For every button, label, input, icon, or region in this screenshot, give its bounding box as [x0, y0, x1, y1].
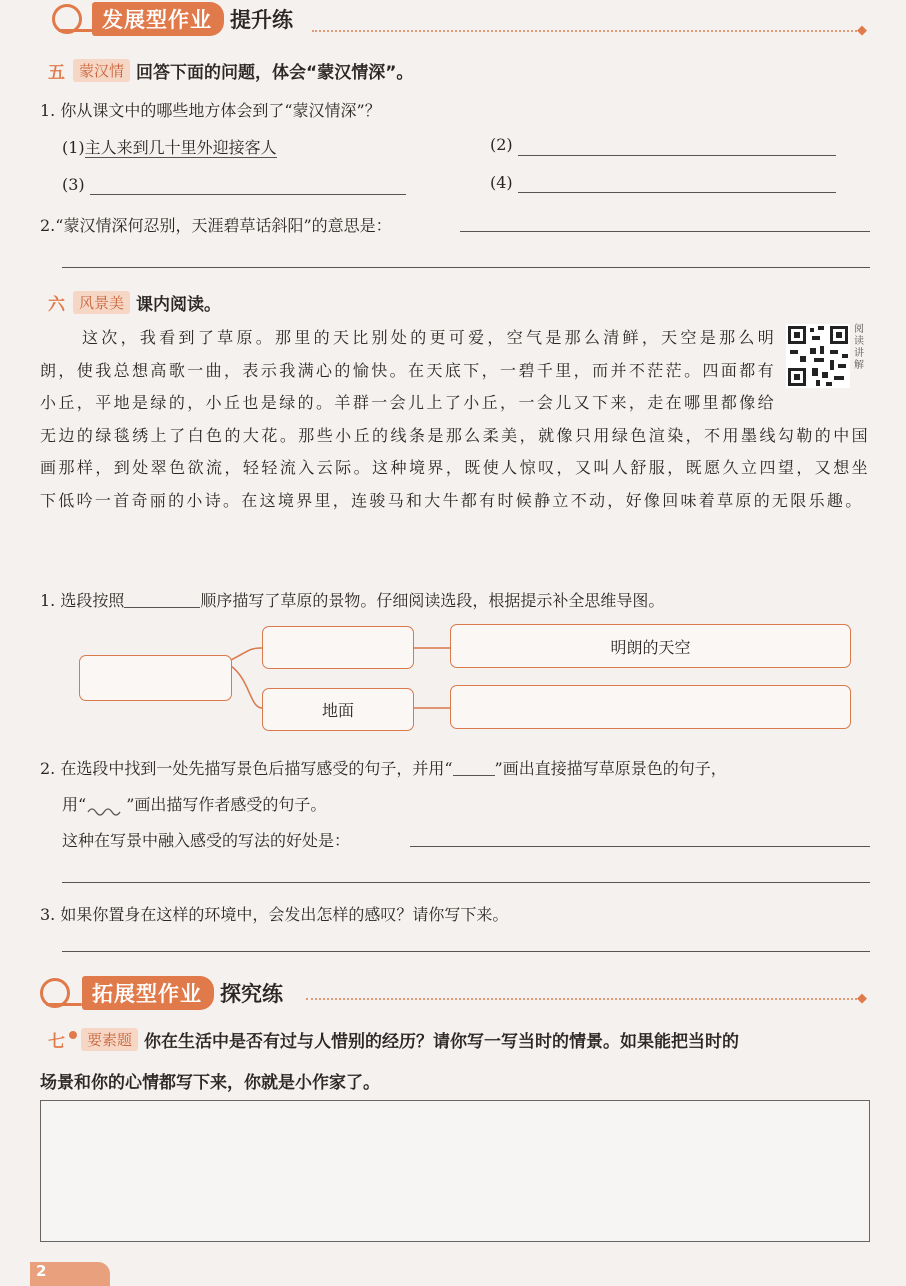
- mindmap-root-box[interactable]: [79, 655, 232, 701]
- answer-item-4-label: (4): [490, 173, 513, 192]
- mindmap-branch-ground-box: [262, 688, 414, 731]
- section7-number: 七: [48, 1032, 65, 1052]
- lamp-icon-2: [40, 978, 70, 1008]
- mindmap-sky-label: 明朗的天空: [610, 637, 691, 657]
- section7-line2: 场景和你的心情都写下来，你就是小作家了。: [40, 1073, 380, 1093]
- mindmap-sky-box: [450, 624, 851, 668]
- header-tag: 发展型作业: [92, 2, 224, 36]
- answer-line-2[interactable]: [518, 155, 836, 156]
- straight-underline-sample: [453, 775, 495, 776]
- section5-prompt: 回答下面的问题，体会“蒙汉情深”。: [136, 63, 414, 83]
- header-extend-dotline: [306, 998, 857, 1000]
- reading-passage: [40, 322, 870, 517]
- answer-line-3[interactable]: [90, 194, 406, 195]
- section5-number: 五: [48, 63, 65, 83]
- section6-q2-part-d: ”画出描写作者感受的句子。: [126, 795, 327, 814]
- lamp-icon: [52, 4, 82, 34]
- section6-q1-part-a: 1. 选段按照: [40, 591, 125, 610]
- mindmap-detail-box[interactable]: [450, 685, 851, 729]
- section6-q2-part-a: 2. 在选段中找到一处先描写景色后描写感受的句子，并用“: [40, 759, 453, 778]
- section6-heading: [48, 290, 221, 315]
- section7-tag: 要素题: [81, 1028, 138, 1051]
- section6-q2-part-b: ”画出直接描写草原景色的句子，: [494, 759, 727, 778]
- answer-line-q2b[interactable]: [62, 267, 870, 268]
- answer-line-4[interactable]: [518, 192, 836, 193]
- answer-line-q3[interactable]: [62, 951, 870, 952]
- header-extend-tag: 拓展型作业: [82, 976, 214, 1010]
- section6-question3: 3. 如果你置身在这样的环境中，会发出怎样的感叹？请你写下来。: [40, 905, 509, 924]
- section6-question2-line3: 这种在写景中融入感受的写法的好处是：: [62, 831, 351, 850]
- qr-code-icon: [786, 324, 850, 388]
- wavy-underline-sample: [86, 802, 126, 816]
- order-blank[interactable]: [124, 607, 200, 608]
- section5-heading: [48, 58, 413, 83]
- reading-passage-text: 这次，我看到了草原。那里的天比别处的更可爱，空气是那么清鲜，天空是那么明朗，使我总想高歌一曲，表示我满心的愉快。在天底下，一碧千里，而并不茫茫。四面都有小丘，平地是绿的，小丘也是绿的。羊群一会儿上了小丘，一会儿又下来，走在哪里都像给无边的绿毯绣上了白色的大花。那些小丘的线条是那么柔美，就像只用绿色渲染，不用墨线勾勒的中国画那样，到处翠色欲流，轻轻流入云际。这种境界，既使人惊叹，又叫人舒服，既愿久立四望，又想坐下低吟一首奇丽的小诗。在这境界里，连骏马和大牛都有时候静立不动，好像回味着草原的无限乐趣。: [40, 328, 870, 510]
- section5-question2: 2.“蒙汉情深何忍别，天涯碧草话斜阳”的意思是：: [40, 216, 392, 235]
- section6-question1: [40, 588, 664, 611]
- answer-item-1: [62, 135, 277, 158]
- writing-box[interactable]: [40, 1100, 870, 1242]
- section7-line1: 你在生活中是否有过与人惜别的经历？请你写一写当时的情景。如果能把当时的: [144, 1032, 740, 1052]
- answer-line-benefit-a[interactable]: [410, 846, 870, 847]
- qr-caption: 阅读讲解: [854, 324, 864, 371]
- section6-question2-line1: [40, 756, 727, 779]
- answer-line-benefit-b[interactable]: [62, 882, 870, 883]
- section6-tag: 风景美: [73, 291, 130, 314]
- qr-code[interactable]: [786, 324, 850, 388]
- section6-q2-part-c: 用“: [62, 795, 87, 814]
- section7-heading: [48, 1027, 739, 1052]
- header-title: 提升练: [230, 8, 293, 32]
- section5-tag: 蒙汉情: [73, 59, 130, 82]
- diamond-icon-2: ◆: [857, 991, 867, 1006]
- header-dotline: [312, 30, 857, 32]
- section6-number: 六: [48, 295, 65, 315]
- diamond-icon: ◆: [857, 23, 867, 38]
- answer-item-1-label: (1): [62, 138, 85, 157]
- key-point-icon: [69, 1031, 77, 1039]
- header-extend: [40, 976, 283, 1010]
- section6-prompt: 课内阅读。: [136, 295, 222, 315]
- answer-line-q2a[interactable]: [460, 231, 870, 232]
- mindmap-ground-label: 地面: [321, 701, 354, 720]
- header-develop: [52, 2, 293, 36]
- header-extend-title: 探究练: [220, 982, 283, 1006]
- answer-item-2-label: (2): [490, 135, 513, 154]
- section6-question2-line2: [62, 792, 326, 816]
- section5-question1: 1. 你从课文中的哪些地方体会到了“蒙汉情深”？: [40, 101, 381, 120]
- section6-q1-part-b: 顺序描写了草原的景物。仔细阅读选段，根据提示补全思维导图。: [200, 591, 665, 610]
- answer-item-1-text: 主人来到几十里外迎接客人: [84, 138, 277, 157]
- answer-item-3-label: (3): [62, 175, 85, 194]
- page-number: 2: [36, 1262, 47, 1280]
- mindmap-branch-top-box[interactable]: [262, 626, 414, 669]
